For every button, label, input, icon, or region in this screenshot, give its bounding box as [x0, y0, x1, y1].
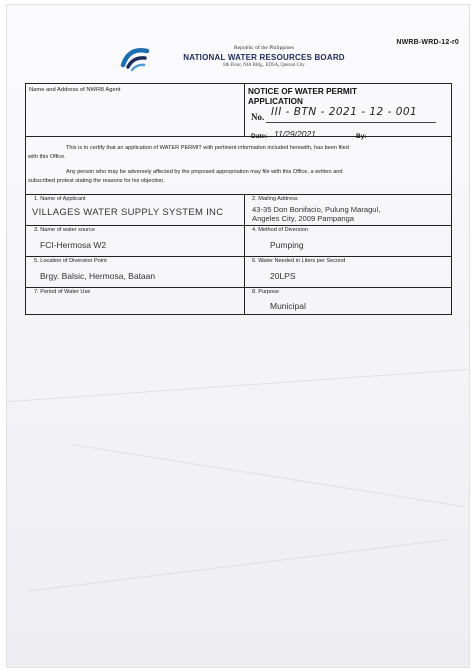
notice-title-line1: NOTICE OF WATER PERMIT	[248, 87, 358, 96]
divider	[26, 136, 451, 137]
applicant-label: 1. Name of Applicant	[34, 196, 86, 202]
source-value: FCI-Hermosa W2	[40, 240, 107, 250]
paper-crease	[8, 369, 469, 402]
source-label: 3. Name of water source	[34, 227, 95, 233]
number-value: III - BTN - 2021 - 12 - 001	[271, 106, 418, 118]
letterhead	[119, 45, 359, 79]
certify-line2: with this Office.	[28, 154, 66, 160]
notice-title-line2: APPLICATION	[248, 97, 303, 106]
mailing-label: 2. Mailing Address	[252, 196, 298, 202]
protest-line2: subscribed protest stating the reasons for his objection.	[28, 178, 165, 184]
divider	[244, 84, 245, 136]
paper-crease	[69, 444, 464, 508]
mailing-line2: Angeles City, 2009 Pampanga	[252, 214, 355, 223]
mailing-line1: 43-35 Don Bonifacio, Pulung Maragul,	[252, 205, 381, 214]
form-code: NWRB-WRD-12-r0	[396, 39, 459, 46]
agency-name: NATIONAL WATER RESOURCES BOARD	[183, 53, 345, 62]
water-needed-value: 20LPS	[270, 271, 296, 281]
divider	[26, 287, 451, 288]
period-label: 7. Period of Water Use	[34, 289, 91, 295]
notice-title	[248, 87, 448, 107]
purpose-label: 8. Purpose	[252, 289, 280, 295]
number-underline	[266, 122, 436, 123]
date-label: Date:	[251, 133, 268, 140]
location-label: 5. Location of Diversion Point	[34, 258, 107, 264]
divider	[26, 225, 451, 226]
method-label: 4. Method of Diversion	[252, 227, 308, 233]
permit-notice-form	[25, 83, 452, 315]
number-label: No.	[251, 112, 265, 122]
location-value: Brgy. Balsic, Hermosa, Bataan	[40, 271, 156, 281]
document-page	[6, 4, 470, 668]
divider	[26, 194, 451, 195]
by-label: By:	[356, 133, 367, 140]
method-value: Pumping	[270, 240, 304, 250]
letterhead-text	[149, 45, 379, 68]
certify-line1: This is to certify that an application of WATER PERMIT with pertinent information included herewith, has been filed	[66, 145, 349, 151]
agency-address: 8th Floor, NIA Bldg., EDSA, Quezon City	[223, 63, 305, 68]
purpose-value: Municipal	[270, 301, 306, 311]
republic-line: Republic of the Philippines	[233, 45, 295, 51]
protest-line1: Any person who may be adversely affected by the proposed appropriation may file with this Office, a written and	[66, 169, 343, 175]
date-value: 11/29/2021	[274, 129, 316, 139]
water-needed-label: 6. Water Needed in Liters per Second	[252, 258, 346, 264]
paper-crease	[29, 539, 446, 591]
divider	[244, 194, 245, 314]
applicant-value: VILLAGES WATER SUPPLY SYSTEM INC	[32, 207, 224, 218]
divider	[26, 256, 451, 257]
agent-label: Name and Address of NWRB Agent	[29, 87, 121, 93]
